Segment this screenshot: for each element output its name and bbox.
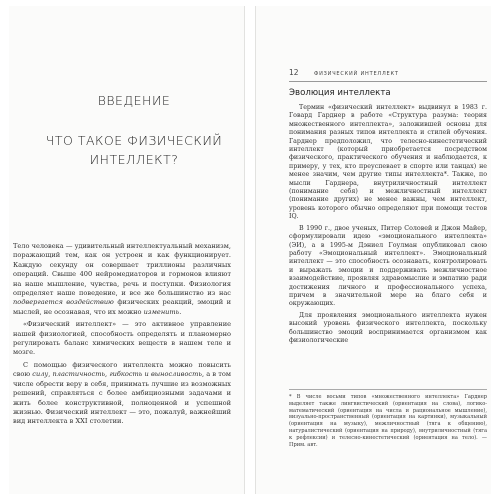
header-rule — [289, 81, 487, 82]
left-body-text — [13, 242, 231, 430]
footnote: * В числе восьми типов «множественного интеллекта» Гарднер выделяет также лингвистический (ориентация на слова), логико-математический (ориентация на числа и рациональное мышление), визуально-пространственный (ориентация на картинки), музыкальный (ориентация на музыку), межличностный (тяга к общению), натуралистический (ориентация на природу), внутриличностный (тяга к рефлексии) и телесно-кинестетический (ориентация на тело). — Прим. авт. — [289, 394, 487, 448]
chapter-title-line-1: ЧТО ТАКОЕ ФИЗИЧЕСКИЙ — [45, 133, 223, 148]
left-paragraph-1: Тело человека — удивительный интеллектуальный механизм, поражающий тем, как он устроен и как функционирует. Каждую секунду он совершает триллионы различных операций. Свыше 400 нейромедиаторов и гормонов влияют на наше мышление, чувства, речь и поступки. Физиология определяет наше поведение, и все же большинство из нас подвергается воздействию физических реакций, эмоций и мыслей, не осознавая, что их можно изменить. — [13, 242, 231, 316]
page-number: 12 — [289, 68, 299, 77]
chapter-title-line-2: ИНТЕЛЛЕКТ? — [89, 152, 179, 167]
left-paragraph-2: «Физический интеллект» — это активное управление нашей физиологией, способность определять и планомерно регулировать баланс химических веществ в нашем теле и мозге. — [13, 320, 231, 357]
section-title: Эволюция интеллекта — [289, 88, 391, 98]
chapter-title — [33, 91, 235, 169]
right-body-text — [289, 104, 487, 348]
right-paragraph-1: Термин «физический интеллект» выдвинул в 1983 г. Говард Гарднер в работе «Структура разума: теория множественного интеллекта», заложившей основы для понимания разных типов интеллекта и стилей обучения. Гарднер предположил, что телесно-кинестетический интеллект (который приобретается посредством физического, практического обучения и наблюдается, к примеру, у тех, кто преуспевает в спорте или танцах) не менее значим, чем другие типы интеллекта*. Также, по мысли Гарднера, внутриличностный интеллект (понимание себя) и межличностный интеллект (понимание других) не менее важны, чем интеллект, уровень которого обычно определяют при помощи тестов IQ. — [289, 104, 487, 221]
left-page — [9, 6, 245, 494]
right-paragraph-3: Для проявления эмоционального интеллекта нужен высокий уровень физического интеллекта, поскольку большинство эмоций воспринимается организмом как физиологические — [289, 311, 487, 344]
right-page — [255, 6, 491, 494]
left-paragraph-3: С помощью физического интеллекта можно повысить свою силу, пластичность, гибкость и выносливость, а в том числе обрести веру в себя, принимать лучшие из возможных решений, справляться с более амбициозными задачами и жить более конструктивной, полноценной и успешной жизнью. Физический интеллект — это, пожалуй, важнейший вид интеллекта в XXI столетии. — [13, 360, 231, 426]
running-head: ФИЗИЧЕСКИЙ ИНТЕЛЛЕКТ — [314, 71, 399, 77]
right-paragraph-2: В 1990 г., двое ученых, Питер Соловей и Джон Майер, сформулировали идею «эмоционального интеллекта» (ЭИ), а в 1995-м Дэниел Гоулман опубликовал свою работу «Эмоциональный интеллект». Эмоциональный интеллект — это способность осознавать, контролировать и выражать эмоции и поддерживать межличностное взаимодействие, проявляя здравомыслие и эмпатию ради достижения личного и профессионального успеха, причем в значительной мере на благо себя и окружающих. — [289, 224, 487, 308]
footnote-rule — [289, 389, 487, 390]
chapter-label: ВВЕДЕНИЕ — [97, 93, 171, 108]
